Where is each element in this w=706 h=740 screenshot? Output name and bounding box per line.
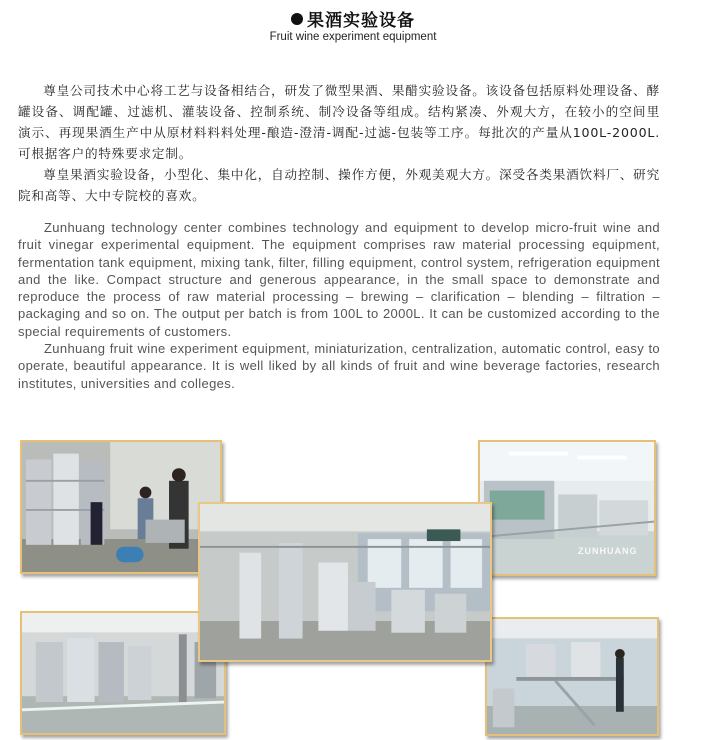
english-description [18,219,660,392]
photo-platform-tanks [485,617,659,736]
english-paragraph-1: Zunhuang technology center combines technology and equipment to develop micro-fruit wine and fruit vinegar experimental equipment. The equipment comprises raw material processing equipment, fermentation tank equipment, mixing tank, filter, filling equipment, control system, refrigeration equipment and the like. Compact structure and generous appearance, in the small space to demonstrate and reproduce the process of raw material processing – brewing – clarification – blending – filtration – packaging and so on. The output per batch is from 100L to 2000L. It can be customized according to the special requirements of customers. [18,220,660,339]
photo-tank-room [20,611,226,735]
page-title-text: 果酒实验设备 [307,11,415,31]
photo-fermentation-tanks [20,440,222,574]
photo-equipment-hall [198,502,492,662]
chinese-description [18,80,660,206]
page-title [0,6,706,31]
chinese-paragraph-1: 尊皇公司技术中心将工艺与设备相结合，研发了微型果酒、果醋实验设备。该设备包括原料处理设备、酵罐设备、调配罐、过滤机、灌装设备、控制系统、制冷设备等组成。结构紧凑、外观大方，在较小的空间里演示、再现果酒生产中从原材料料料处理-酿造-澄清-调配-过滤-包装等工序。每批次的产量从100L-2000L.可根据客户的特殊要求定制。 [18,83,660,161]
chinese-paragraph-2: 尊皇果酒实验设备，小型化、集中化，自动控制、操作方便，外观美观大方。深受各类果酒饮料厂、研究院和高等、大中专院校的喜欢。 [18,167,660,203]
page-subtitle: Fruit wine experiment equipment [269,31,437,43]
english-paragraph-2: Zunhuang fruit wine experiment equipment, miniaturization, centralization, automatic control, easy to operate, beautiful appearance. It is well liked by all kinds of fruit and wine beverage factories, research institutes, universities and colleges. [18,341,660,391]
bullet-icon [291,13,303,25]
logo-watermark: ZUNHUANG [578,546,638,556]
